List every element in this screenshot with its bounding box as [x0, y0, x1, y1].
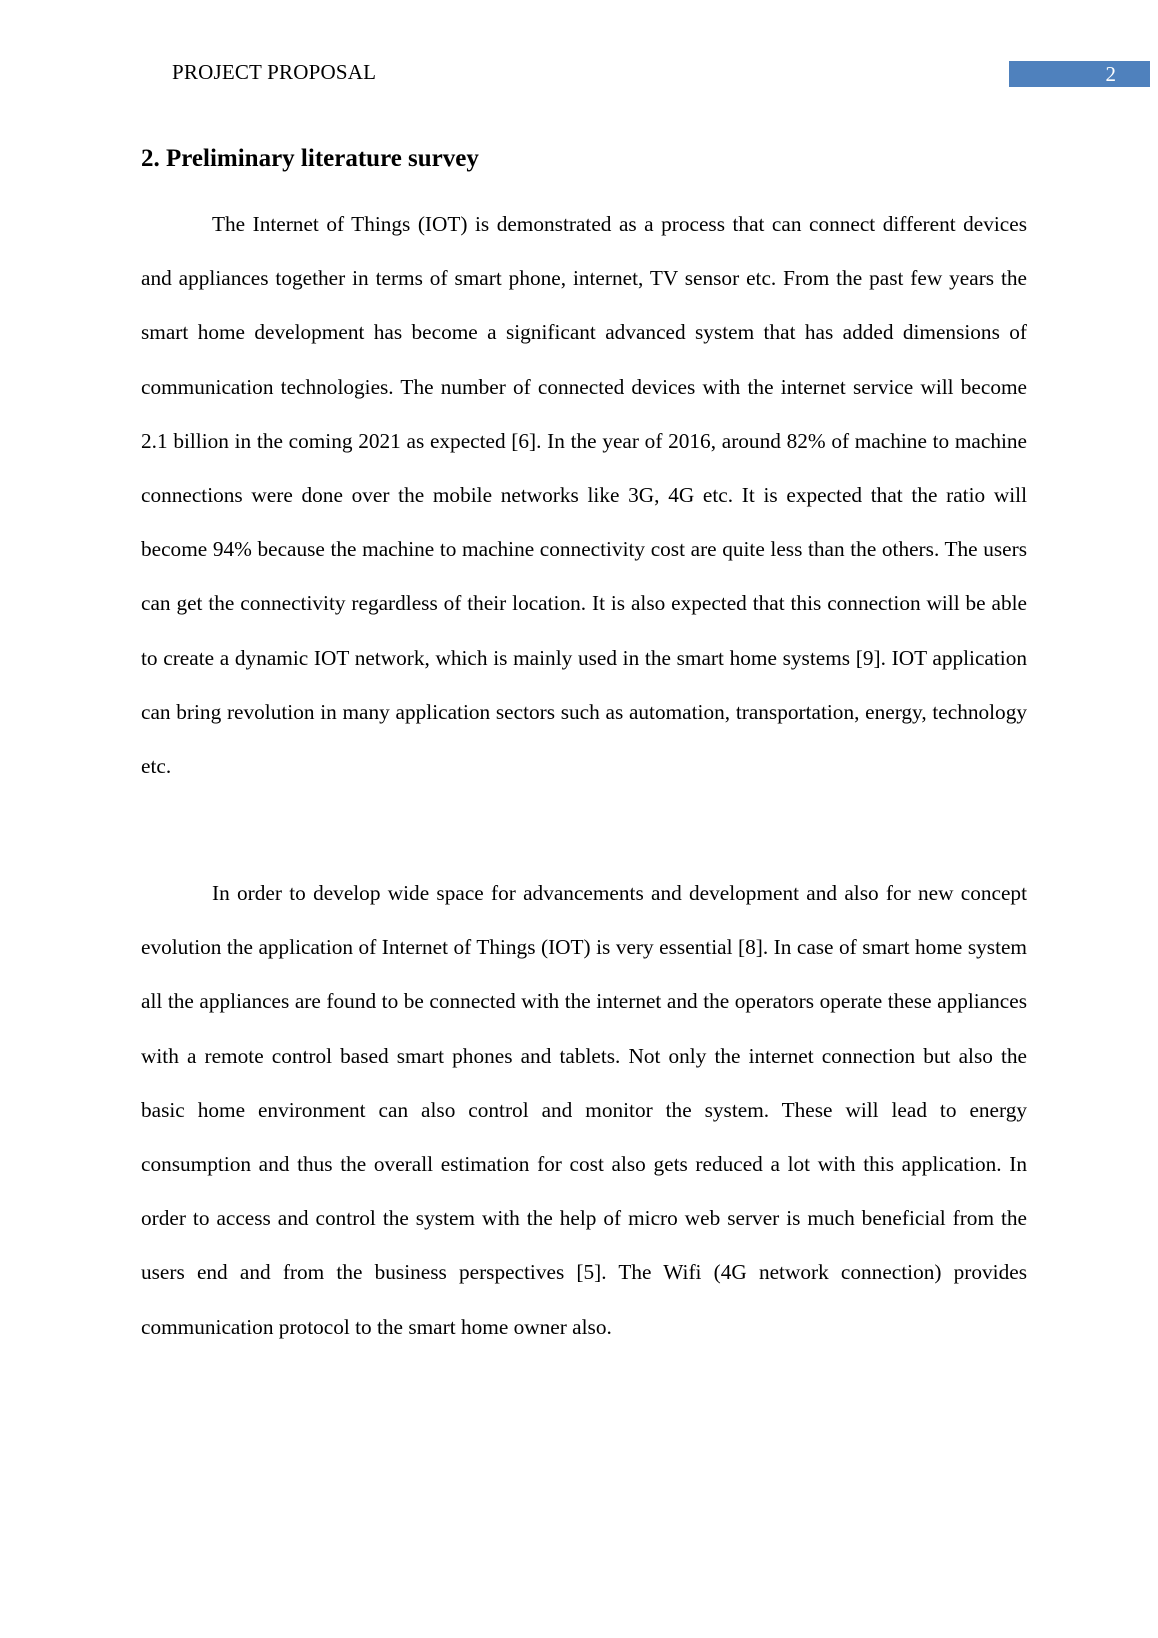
- page-number-box: [1009, 61, 1150, 87]
- running-head: PROJECT PROPOSAL: [172, 60, 377, 84]
- paragraph-2: In order to develop wide space for advancements and development and also for new concept evolution the application of Internet of Things (IOT) is very essential [8]. In case of smart home system all the appliances are found to be connected with the internet and the operators operate these appliances with a remote control based smart phones and tablets. Not only the internet connection but also the basic home environment can also control and monitor the system. These will lead to energy consumption and thus the overall estimation for cost also gets reduced a lot with this application. In order to access and control the system with the help of micro web server is much beneficial from the users end and from the business perspectives [5]. The Wifi (4G network connection) provides communication protocol to the smart home owner also.: [141, 881, 1027, 1339]
- section-heading: 2. Preliminary literature survey: [141, 145, 479, 172]
- paragraph-1: The Internet of Things (IOT) is demonstrated as a process that can connect different devices and appliances together in terms of smart phone, internet, TV sensor etc. From the past few years the smart home development has become a significant advanced system that has added dimensions of communication technologies. The number of connected devices with the internet service will become 2.1 billion in the coming 2021 as expected [6]. In the year of 2016, around 82% of machine to machine connections were done over the mobile networks like 3G, 4G etc. It is expected that the ratio will become 94% because the machine to machine connectivity cost are quite less than the others. The users can get the connectivity regardless of their location. It is also expected that this connection will be able to create a dynamic IOT network, which is mainly used in the smart home systems [9]. IOT application can bring revolution in many application sectors such as automation, transportation, energy, technology etc.: [141, 212, 1027, 779]
- page-number: 2: [1105, 62, 1116, 86]
